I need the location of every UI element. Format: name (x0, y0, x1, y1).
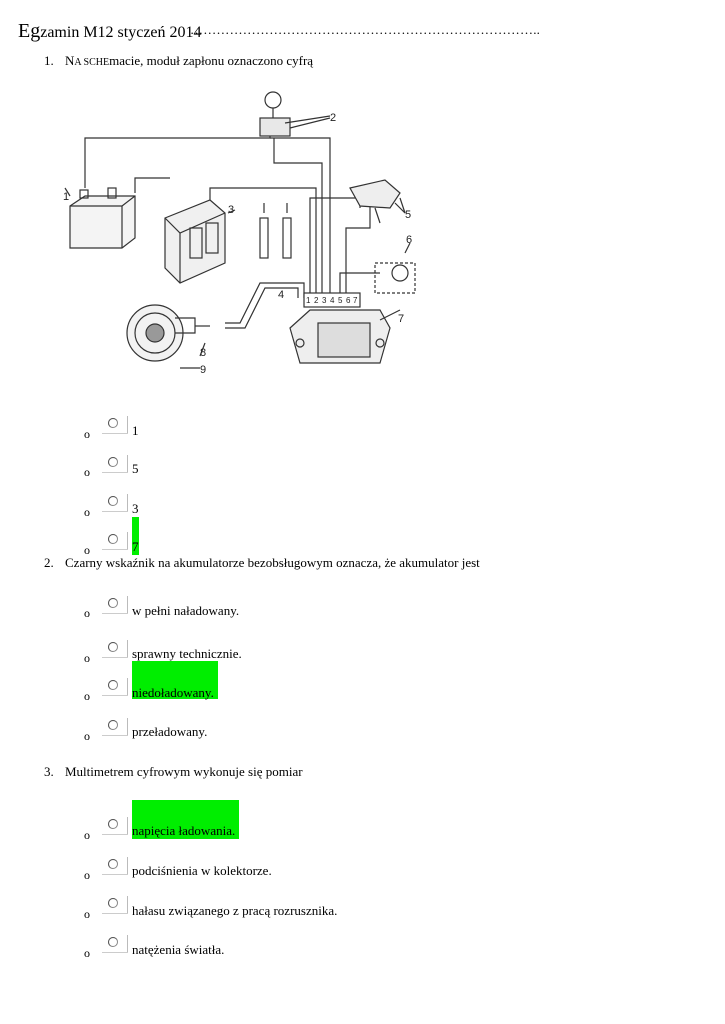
bullet: o (84, 606, 90, 620)
connector-pin-7: 7 (353, 296, 358, 305)
q2-option-2-text: sprawny technicznie. (132, 646, 242, 661)
q2-option-4-radio[interactable] (102, 718, 128, 738)
q3-option-4-radio[interactable] (102, 935, 128, 955)
bullet: o (84, 868, 90, 882)
q1-text-part-c: macie, moduł zapłonu oznaczono cyfrą (109, 53, 314, 68)
q2-option-1-radio[interactable] (102, 596, 128, 616)
q1-option-4-radio[interactable] (102, 532, 128, 552)
bullet: o (84, 828, 90, 842)
question-3-number: 3. (44, 764, 54, 779)
bullet: o (84, 651, 90, 665)
q1-option-3-radio[interactable] (102, 494, 128, 514)
q3-option-1-radio[interactable] (102, 817, 128, 837)
bullet: o (84, 946, 90, 960)
q1-text-part-a: N (65, 53, 75, 68)
q1-option-3-text: 3 (132, 501, 139, 516)
q1-option-1-text: 1 (132, 423, 139, 438)
name-line-dots: …………………………………………………………………….. (190, 22, 541, 37)
diagram-label-5: 5 (405, 209, 412, 221)
q3-option-2-radio[interactable] (102, 857, 128, 877)
connector-pin-4: 4 (330, 296, 335, 305)
ignition-system-diagram (60, 88, 440, 388)
bullet: o (84, 465, 90, 479)
q2-option-1-text: w pełni naładowany. (132, 603, 240, 618)
q3-option-1-text: napięcia ładowania. (132, 823, 236, 838)
bullet: o (84, 907, 90, 921)
diagram-label-9: 9 (200, 364, 207, 376)
q3-option-2-text: podciśnienia w kolektorze. (132, 863, 272, 878)
question-1-text (65, 53, 313, 69)
title-rest: zamin M12 styczeń 2014 (40, 24, 202, 41)
diagram-label-1: 1 (63, 191, 70, 203)
q1-option-2-text: 5 (132, 461, 139, 476)
diagram-label-7: 7 (398, 313, 405, 325)
bullet: o (84, 505, 90, 519)
q1-option-4-text: 7 (132, 539, 139, 554)
connector-pin-2: 2 (314, 296, 319, 305)
bullet: o (84, 427, 90, 441)
bullet: o (84, 543, 90, 557)
connector-pin-1: 1 (306, 296, 311, 305)
question-2-number: 2. (44, 555, 54, 570)
title-prefix: Eg (18, 20, 41, 42)
bullet: o (84, 689, 90, 703)
connector-pin-3: 3 (322, 296, 327, 305)
q2-option-3-radio[interactable] (102, 678, 128, 698)
diagram-label-8: 8 (200, 347, 207, 359)
q2-option-4-text: przeładowany. (132, 724, 208, 739)
bullet: o (84, 729, 90, 743)
connector-pin-5: 5 (338, 296, 343, 305)
diagram-label-4: 4 (278, 289, 285, 301)
page-title (18, 20, 202, 43)
q2-option-2-radio[interactable] (102, 640, 128, 660)
q1-option-2-radio[interactable] (102, 455, 128, 475)
connector-pin-6: 6 (346, 296, 351, 305)
diagram-label-3: 3 (228, 204, 235, 216)
diagram-label-6: 6 (406, 234, 413, 246)
question-2-text: Czarny wskaźnik na akumulatorze bezobsługowym oznacza, że akumulator jest (65, 555, 480, 570)
q1-option-1-radio[interactable] (102, 416, 128, 436)
question-1-number: 1. (44, 53, 54, 68)
q3-option-3-radio[interactable] (102, 896, 128, 916)
diagram-label-2: 2 (330, 112, 337, 124)
q3-option-3-text: hałasu związanego z pracą rozrusznika. (132, 903, 338, 918)
q1-text-part-b: A SCHE (74, 57, 110, 68)
q2-option-3-text: niedoładowany. (132, 685, 214, 700)
question-3-text: Multimetrem cyfrowym wykonuje się pomiar (65, 764, 303, 779)
q3-option-4-text: natężenia światła. (132, 942, 225, 957)
